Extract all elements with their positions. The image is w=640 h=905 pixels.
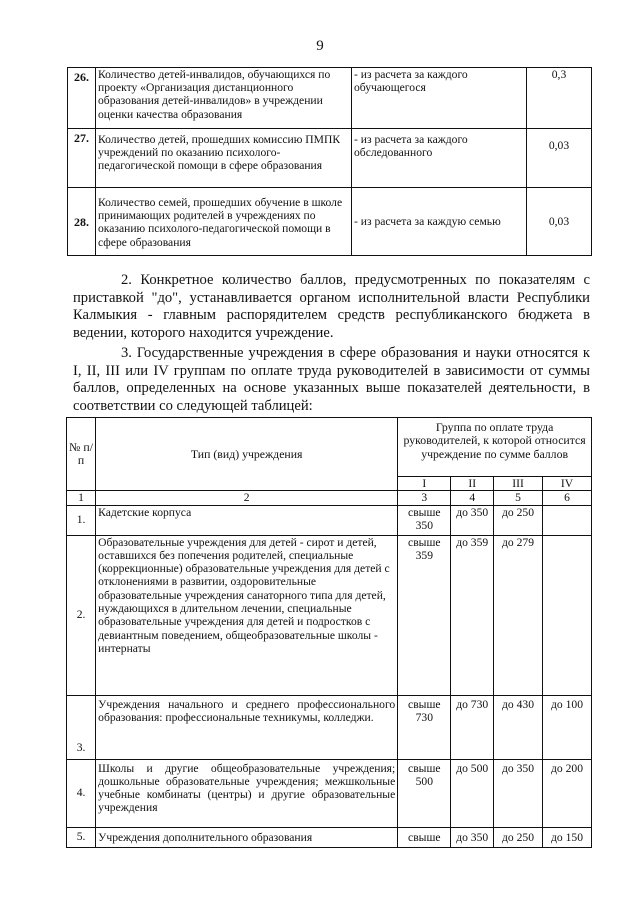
table-row [67,505,592,535]
header-row [67,418,592,477]
header-num: № п/п [67,418,96,491]
row-number: 2. [67,535,96,695]
table-row [67,827,592,847]
col-number: 3 [398,491,451,505]
institution-type: Школы и другие общеобразовательные учреждения; дошкольные образовательные учреждения; межшкольные учебные комбинаты (центры) и другие образовательные учреждения [96,759,398,827]
row-number: 26. [68,68,96,129]
group-iv-value: до 150 [543,827,592,847]
group-iii-value: до 250 [494,827,543,847]
indicator-name: Количество семей, прошедших обучение в школе принимающих родителей в учреждениях по оказанию психолого-педагогической помощи в сфере образования [96,188,352,256]
indicator-name: Количество детей-инвалидов, обучающихся по проекту «Организация дистанционного образования детей-инвалидов» в учреждении оценки качества образования [96,68,352,129]
institution-type: Образовательные учреждения для детей - сирот и детей, оставшихся без попечения родителей, специальные (коррекционные) образовательные учреждения для детей с отклонениями в развитии, оздоровительные образовательные учреждения санаторного типа для детей, нуждающихся в длительном лечении, специальные образовательные учреждения для детей и подростков с девиантным поведением, общеобразовательные школы - интернаты [96,535,398,695]
group-iv-header: IV [543,477,592,491]
table-row [68,68,592,129]
indicator-name: Количество детей, прошедших комиссию ПМПК учреждений по оказанию психолого-педагогической помощи в сфере образования [96,129,352,188]
group-iii-header: III [494,477,543,491]
col-number: 6 [543,491,592,505]
group-i-value: свыше 359 [398,535,451,695]
group-iii-value: до 430 [494,695,543,759]
col-number: 4 [451,491,494,505]
group-ii-value: до 350 [451,827,494,847]
indicators-table [67,67,592,256]
table-row [67,535,592,695]
group-iv-value: до 200 [543,759,592,827]
indicator-value: 0,03 [527,129,592,188]
paragraph-text: 2. Конкретное количество баллов, предусмотренных по показателям с приставкой "до", устанавливается органом исполнительной власти Республики Калмыкия - главным распорядителем средств республиканского бюджета в ведении, которого находится учреждение. [73,272,590,341]
group-iii-value: до 250 [494,505,543,535]
header-type: Тип (вид) учреждения [96,418,398,491]
group-i-value: свыше 500 [398,759,451,827]
row-number: 27. [68,129,96,188]
col-number: 2 [96,491,398,505]
paragraph-text: 3. Государственные учреждения в сфере образования и науки относятся к I, II, III или IV группам по оплате труда руководителей в зависимости от суммы баллов, определенных на основе указанных выше показателей деятельности, в соответствии со следующей таблицей: [73,345,590,414]
paragraph-2 [73,272,590,342]
calculation-basis: - из расчета за каждую семью [352,188,527,256]
page-number: 9 [316,38,324,54]
group-ii-value: до 350 [451,505,494,535]
group-ii-value: до 730 [451,695,494,759]
col-number: 1 [67,491,96,505]
row-number: 4. [67,759,96,827]
col-number: 5 [494,491,543,505]
column-numbers-row [67,491,592,505]
calculation-basis: - из расчета за каждого обследованного [352,129,527,188]
group-ii-value: до 359 [451,535,494,695]
table-row [67,695,592,759]
header-group: Группа по оплате труда руководителей, к которой относится учреждение по сумме баллов [398,418,592,477]
group-iv-value: до 100 [543,695,592,759]
groups-table [66,417,592,848]
calculation-basis: - из расчета за каждого обучающегося [352,68,527,129]
group-iv-value [543,535,592,695]
indicator-value: 0,03 [527,188,592,256]
group-i-header: I [398,477,451,491]
institution-type: Учреждения дополнительного образования [96,827,398,847]
institution-type: Кадетские корпуса [96,505,398,535]
group-iii-value: до 279 [494,535,543,695]
group-ii-header: II [451,477,494,491]
group-i-value: свыше [398,827,451,847]
indicator-value: 0,3 [527,68,592,129]
group-i-value: свыше 730 [398,695,451,759]
table-row [68,188,592,256]
row-number: 1. [67,505,96,535]
paragraph-3 [73,345,590,415]
group-ii-value: до 500 [451,759,494,827]
row-number: 28. [68,188,96,256]
institution-type: Учреждения начального и среднего профессионального образования: профессиональные техникумы, колледжи. [96,695,398,759]
row-number: 3. [67,695,96,759]
row-number: 5. [67,827,96,847]
group-i-value: свыше 350 [398,505,451,535]
group-iv-value [543,505,592,535]
table-row [68,129,592,188]
group-iii-value: до 350 [494,759,543,827]
table-row [67,759,592,827]
